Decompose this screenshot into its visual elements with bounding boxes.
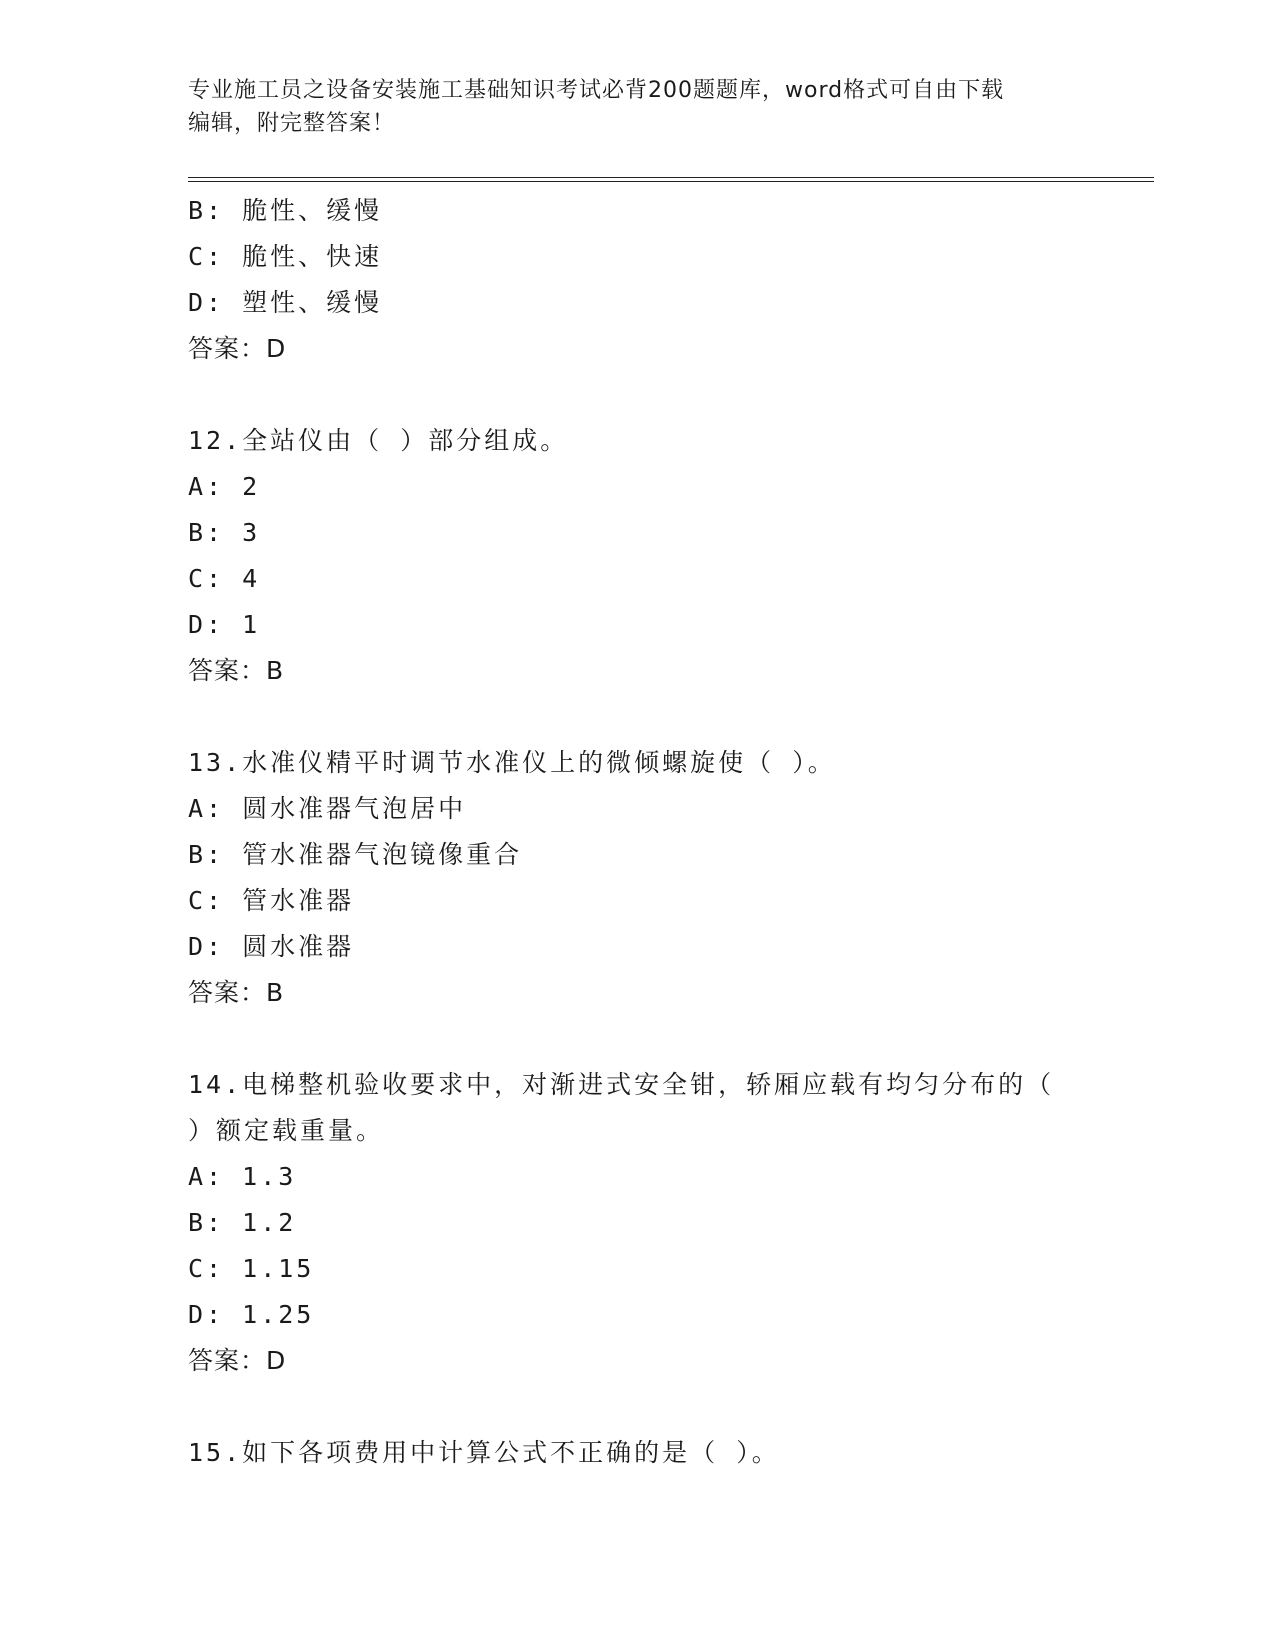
option-c: C: 4 (188, 564, 261, 593)
option-d: D: 1 (188, 610, 261, 639)
option-a: A: 1.3 (188, 1162, 297, 1191)
question-stem-continued: ）额定载重量。 (188, 1116, 385, 1145)
spacer (188, 1016, 1088, 1062)
question-block (188, 740, 1088, 1016)
question-stem: 14.电梯整机验收要求中，对渐进式安全钳，轿厢应载有均匀分布的（ (188, 1070, 1055, 1099)
spacer (188, 1384, 1088, 1430)
option-c: C: 1.15 (188, 1254, 315, 1283)
option-b: B: 脆性、缓慢 (188, 196, 383, 225)
answer: 答案：D (188, 1346, 287, 1375)
question-block (188, 188, 1088, 372)
spacer (188, 694, 1088, 740)
option-c: C: 脆性、快速 (188, 242, 383, 271)
question-block (188, 418, 1088, 694)
option-d: D: 塑性、缓慢 (188, 288, 383, 317)
header-divider (188, 177, 1154, 182)
document-header (188, 74, 1088, 140)
option-a: A: 2 (188, 472, 261, 501)
option-d: D: 圆水准器 (188, 932, 355, 961)
option-c: C: 管水准器 (188, 886, 355, 915)
header-line-2: 编辑，附完整答案！ (188, 111, 396, 136)
option-d: D: 1.25 (188, 1300, 315, 1329)
option-b: B: 1.2 (188, 1208, 297, 1237)
option-b: B: 3 (188, 518, 261, 547)
question-list (188, 188, 1088, 1476)
answer: 答案：B (188, 656, 285, 685)
question-block (188, 1430, 1088, 1476)
answer: 答案：B (188, 978, 285, 1007)
question-block (188, 1062, 1088, 1384)
option-b: B: 管水准器气泡镜像重合 (188, 840, 523, 869)
answer: 答案：D (188, 334, 287, 363)
question-stem: 15.如下各项费用中计算公式不正确的是（ ）。 (188, 1438, 780, 1467)
spacer (188, 372, 1088, 418)
question-stem: 12.全站仪由（ ）部分组成。 (188, 426, 569, 455)
question-stem: 13.水准仪精平时调节水准仪上的微倾螺旋使（ ）。 (188, 748, 836, 777)
header-line-1: 专业施工员之设备安装施工基础知识考试必背200题题库，word格式可自由下载 (188, 78, 1005, 103)
option-a: A: 圆水准器气泡居中 (188, 794, 467, 823)
